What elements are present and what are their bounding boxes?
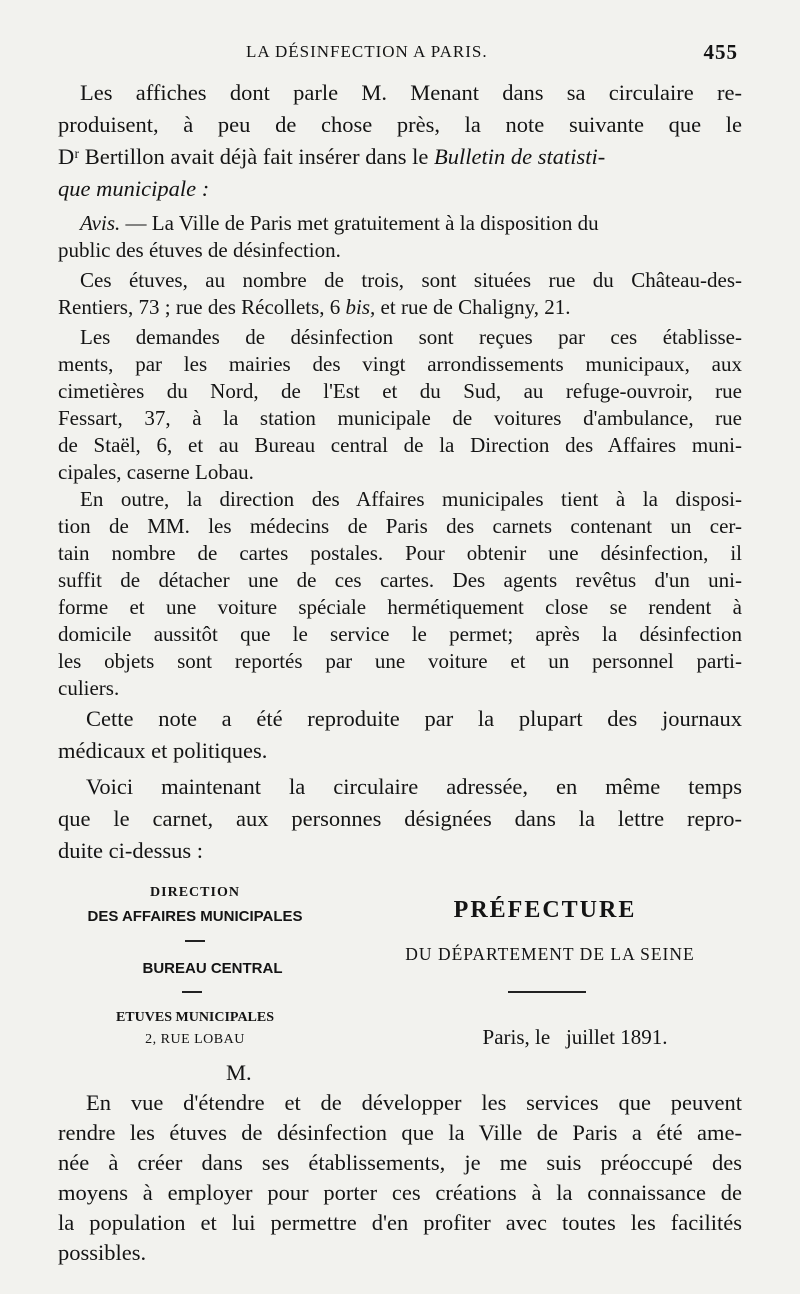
text-line: médicaux et politiques.	[58, 738, 268, 763]
prefecture-label: PRÉFECTURE	[453, 897, 637, 923]
salutation: M.	[226, 1060, 252, 1085]
text-line: la population et lui permettre d'en profiter avec toutes les facilités	[58, 1210, 742, 1235]
page-number: 455	[703, 40, 738, 64]
text-line: suffit de détacher une de ces cartes. Des agents revêtus d'un uni-	[58, 568, 742, 592]
running-title: LA DÉSINFECTION A PARIS.	[246, 42, 488, 61]
text-line	[58, 295, 742, 325]
address-label: 2, RUE LOBAU	[145, 1032, 245, 1047]
divider	[185, 940, 205, 942]
text-segment: — La Ville de Paris met gratuitement à la disposition du	[125, 211, 599, 235]
text-line: de Staël, 6, et au Bureau central de la Direction des Affaires muni-	[58, 433, 742, 457]
text-line: forme et une voiture spéciale hermétiquement close se rendent à	[58, 595, 742, 619]
text-segment: bis,	[345, 295, 376, 319]
text-line: Ces étuves, au nombre de trois, sont situées rue du Château-des-	[80, 268, 742, 292]
divider	[508, 991, 586, 993]
text-line: tion de MM. les médecins de Paris des carnets contenant un cer-	[58, 514, 742, 538]
bulletin-title: Bulletin de statisti-	[434, 144, 606, 169]
text-segment: et rue de Chaligny, 21.	[380, 295, 571, 319]
text-line: En vue d'étendre et de développer les services que peuvent	[86, 1090, 742, 1115]
bureau-label: BUREAU CENTRAL	[142, 960, 283, 977]
divider	[182, 991, 202, 993]
text-line: Les demandes de désinfection sont reçues par ces établisse-	[80, 325, 742, 349]
text-line: cipales, caserne Lobau.	[58, 460, 254, 484]
letter-date: Paris, le juillet 1891.	[482, 1025, 668, 1049]
text-line: ments, par les mairies des vingt arrondissements municipaux, aux	[58, 352, 742, 376]
text-line: produisent, à peu de chose près, la note suivante que le	[58, 112, 742, 137]
text-line	[80, 211, 742, 241]
text-line: Les affiches dont parle M. Menant dans sa circulaire re-	[80, 80, 742, 105]
text-line: les objets sont reportés par une voiture et un personnel parti-	[58, 649, 742, 673]
etuves-label: ETUVES MUNICIPALES	[115, 1010, 275, 1025]
text-line: domicile aussitôt que le service le permet; après la désinfection	[58, 622, 742, 646]
text-line: que le carnet, aux personnes désignées dans la lettre repro-	[58, 806, 742, 831]
text-line: Cette note a été reproduite par la plupart des journaux	[86, 706, 742, 731]
departement-label: DU DÉPARTEMENT DE LA SEINE	[405, 944, 695, 964]
text-line	[58, 144, 742, 174]
text-line: moyens à employer pour porter ces créations à la connaissance de	[58, 1180, 742, 1205]
text-segment: Dʳ Bertillon avait déjà fait insérer dans le	[58, 144, 429, 169]
direction-label: DIRECTION	[150, 885, 240, 900]
text-line: née à créer dans ses établissements, je me suis préoccupé des	[58, 1150, 742, 1175]
text-line: public des étuves de désinfection.	[58, 238, 341, 262]
text-line: rendre les étuves de désinfection que la Ville de Paris a été ame-	[58, 1120, 742, 1145]
text-line: tain nombre de cartes postales. Pour obtenir une désinfection, il	[58, 541, 742, 565]
affaires-label: DES AFFAIRES MUNICIPALES	[87, 908, 303, 925]
running-header	[60, 38, 740, 68]
text-line: culiers.	[58, 676, 120, 700]
text-line: Fessart, 37, à la station municipale de voitures d'ambulance, rue	[58, 406, 742, 430]
text-line: duite ci-dessus :	[58, 838, 203, 863]
text-line: possibles.	[58, 1240, 147, 1265]
avis-label: Avis.	[80, 211, 121, 235]
text-segment: Rentiers, 73 ; rue des Récollets, 6	[58, 295, 341, 319]
text-line: Voici maintenant la circulaire adressée, en même temps	[86, 774, 742, 799]
text-line: En outre, la direction des Affaires municipales tient à la disposi-	[80, 487, 742, 511]
text-line: que municipale :	[58, 176, 210, 201]
text-line: cimetières du Nord, de l'Est et du Sud, au refuge-ouvroir, rue	[58, 379, 742, 403]
